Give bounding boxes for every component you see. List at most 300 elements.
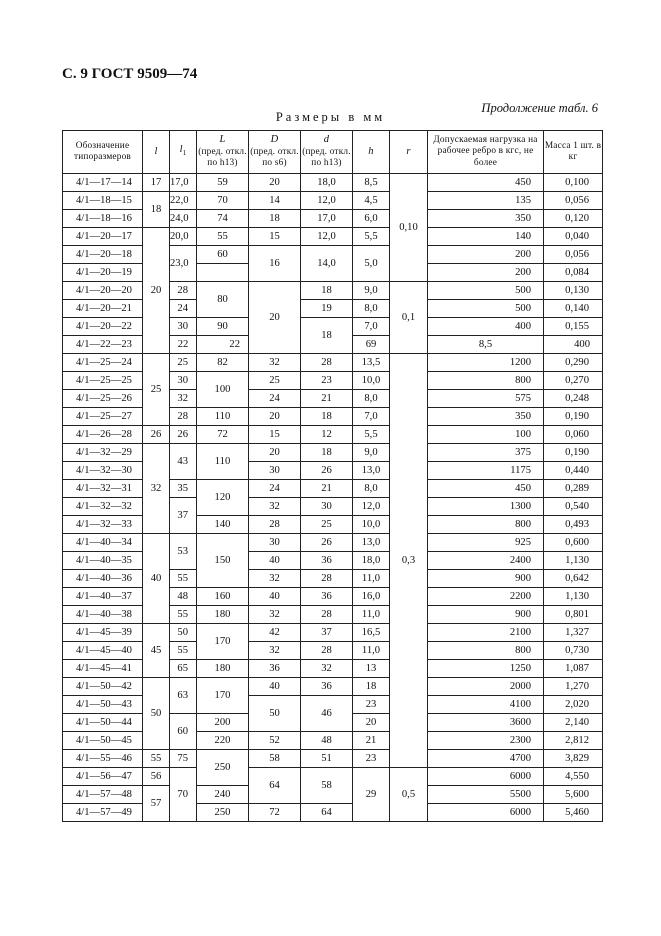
cell-mass: 0,100 [544,174,603,192]
cell-l1: 28 [170,282,197,300]
cell-designation: 4/1—18—15 [63,192,143,210]
cell-l: 20 [143,228,170,354]
cell-load: 1175 [428,462,544,480]
cell-D: 58 [249,750,301,768]
dimensions-table [62,130,603,822]
cell-mass: 0,730 [544,642,603,660]
cell-l1: 24 [170,300,197,318]
cell-designation: 4/1—17—14 [63,174,143,192]
cell-h: 8,5 [353,174,390,192]
cell-designation: 4/1—32—32 [63,498,143,516]
col-header-designation: Обозначение типоразмеров [63,131,143,174]
cell-designation: 4/1—50—43 [63,696,143,714]
cell-load: 6000 [428,768,544,786]
cell-designation: 4/1—18—16 [63,210,143,228]
cell-designation: 4/1—50—45 [63,732,143,750]
cell-D: 32 [249,354,301,372]
cell-h: 16,0 [353,588,390,606]
cell-d: 19 [301,300,353,318]
cell-D: 32 [249,606,301,624]
cell-d: 18 [301,408,353,426]
cell-load: 100 [428,426,544,444]
cell-D: 52 [249,732,301,750]
cell-L: 60 [197,246,249,264]
cell-L: 59 [197,174,249,192]
cell-l1: 20,0 [170,228,197,246]
cell-l: 18 [143,192,170,228]
cell-designation: 4/1—57—49 [63,804,143,822]
cell-L: 140 [197,516,249,534]
cell-l1: 55 [170,642,197,660]
cell-h: 20 [353,714,390,732]
cell-designation: 4/1—40—35 [63,552,143,570]
continuation-label: Продолжение табл. 6 [481,101,598,115]
cell-D: 30 [249,462,301,480]
cell-d: 30 [301,498,353,516]
cell-D: 14 [249,192,301,210]
cell-l: 26 [143,426,170,444]
cell-h: 5,0 [353,246,390,282]
col-header-d: d (пред. откл. по h13) [301,131,353,174]
cell-l1: 22 [197,336,249,354]
cell-d: 28 [301,570,353,588]
cell-mass: 0,642 [544,570,603,588]
cell-designation: 4/1—25—25 [63,372,143,390]
cell-mass: 0,056 [544,246,603,264]
cell-D: 24 [249,390,301,408]
cell-load: 5500 [428,786,544,804]
cell-h: 11,0 [353,606,390,624]
cell-d: 36 [301,678,353,696]
cell-mass: 5,600 [544,786,603,804]
cell-mass: 0,270 [544,372,603,390]
col-header-h: h [353,131,390,174]
cell-l: 56 [143,768,170,786]
cell-l1: 37 [170,498,197,534]
cell-d: 18 [301,444,353,462]
cell-D: 25 [249,372,301,390]
cell-l: 55 [143,750,170,768]
cell-designation: 4/1—20—21 [63,300,143,318]
cell-L: 80 [197,282,249,318]
col-header-r: r [390,131,428,174]
cell-l1: 60 [170,714,197,750]
cell-d: 17,0 [301,210,353,228]
cell-D: 64 [249,768,301,804]
cell-l1: 75 [170,750,197,768]
cell-D: 15 [249,228,301,246]
cell-r: 0,10 [390,174,428,282]
cell-d: 18,0 [301,174,353,192]
cell-l1: 43 [170,444,197,480]
cell-load: 3600 [428,714,544,732]
cell-l1: 23,0 [170,246,197,282]
cell-l1: 50 [170,624,197,642]
cell-mass: 5,460 [544,804,603,822]
table-header-row [63,131,603,174]
cell-designation: 4/1—25—27 [63,408,143,426]
cell-mass: 0,056 [544,192,603,210]
cell-d: 21 [301,480,353,498]
table-row [63,192,603,210]
cell-h: 8,0 [353,300,390,318]
cell-D: 16 [249,246,301,282]
cell-d: 25 [301,516,353,534]
cell-load: 450 [428,480,544,498]
cell-load: 350 [428,408,544,426]
cell-h: 21 [353,732,390,750]
cell-d: 58 [301,768,353,804]
cell-D: 42 [249,624,301,642]
cell-mass: 0,120 [544,210,603,228]
cell-mass: 3,829 [544,750,603,768]
cell-load: 4700 [428,750,544,768]
cell-l: 32 [143,444,170,534]
cell-l1: 28 [170,408,197,426]
cell-D: 15 [249,426,301,444]
cell-l: 40 [143,534,170,624]
cell-designation: 4/1—20—19 [63,264,143,282]
cell-l1: 26 [170,426,197,444]
cell-L: 150 [197,534,249,588]
cell-d: 64 [301,804,353,822]
cell-designation: 4/1—50—42 [63,678,143,696]
cell-L: 70 [197,192,249,210]
cell-D: 18 [249,210,301,228]
cell-L: 240 [197,786,249,804]
cell-designation: 4/1—25—24 [63,354,143,372]
cell-L: 220 [197,732,249,750]
cell-designation: 4/1—20—20 [63,282,143,300]
cell-mass: 1,130 [544,588,603,606]
cell-h: 8,0 [353,480,390,498]
cell-d: 23 [301,372,353,390]
cell-D: 50 [249,696,301,732]
cell-l: 17 [143,174,170,192]
cell-load: 800 [428,372,544,390]
cell-designation: 4/1—32—29 [63,444,143,462]
cell-h: 4,5 [353,192,390,210]
table-row [63,228,603,246]
cell-d: 18 [301,318,353,354]
cell-h: 10,0 [353,516,390,534]
cell-designation: 4/1—40—37 [63,588,143,606]
cell-r: 0,5 [390,768,428,822]
table-row [63,678,603,696]
cell-load: 140 [428,228,544,246]
col-header-l: l [143,131,170,174]
cell-L: 69 [353,336,390,354]
cell-d: 36 [301,588,353,606]
table-row [63,444,603,462]
cell-designation: 4/1—55—46 [63,750,143,768]
cell-mass: 0,248 [544,390,603,408]
cell-L: 180 [197,606,249,624]
cell-L: 180 [197,660,249,678]
cell-designation: 4/1—45—40 [63,642,143,660]
cell-load: 375 [428,444,544,462]
cell-h: 13,5 [353,354,390,372]
cell-mass: 0,190 [544,444,603,462]
cell-h: 18,0 [353,552,390,570]
cell-d: 12 [301,426,353,444]
cell-load: 135 [428,192,544,210]
cell-mass: 0,801 [544,606,603,624]
cell-d: 28 [301,354,353,372]
cell-l: 57 [143,786,170,822]
cell-load: 2400 [428,552,544,570]
cell-d: 32 [301,660,353,678]
cell-mass: 0,289 [544,480,603,498]
cell-d: 37 [301,624,353,642]
cell-mass: 0,040 [544,228,603,246]
cell-designation: 4/1—20—18 [63,246,143,264]
cell-h: 6,0 [353,210,390,228]
cell-h: 16,5 [353,624,390,642]
cell-load: 400 [544,336,603,354]
cell-designation: 4/1—57—48 [63,786,143,804]
cell-D: 20 [249,444,301,462]
cell-h: 12,0 [353,498,390,516]
cell-load: 4100 [428,696,544,714]
cell-load: 900 [428,606,544,624]
cell-l1: 30 [170,372,197,390]
table-row [63,768,603,786]
cell-load: 500 [428,282,544,300]
cell-r: 0,1 [390,282,428,354]
cell-designation: 4/1—26—28 [63,426,143,444]
cell-d: 18 [301,282,353,300]
page-title: С. 9 ГОСТ 9509—74 [62,66,198,82]
cell-h: 10,0 [353,372,390,390]
cell-L: 250 [197,750,249,786]
cell-load: 500 [428,300,544,318]
cell-load: 575 [428,390,544,408]
cell-load: 1200 [428,354,544,372]
cell-mass: 0,084 [544,264,603,282]
cell-h: 23 [353,696,390,714]
cell-L: 250 [197,804,249,822]
cell-D: 36 [249,660,301,678]
cell-mass: 1,087 [544,660,603,678]
cell-l1: 53 [170,534,197,570]
cell-mass: 0,600 [544,534,603,552]
cell-h: 13 [353,660,390,678]
cell-h: 29 [353,768,390,822]
col-header-D: D (пред. откл. по s6) [249,131,301,174]
cell-L: 90 [197,318,249,336]
cell-load: 900 [428,570,544,588]
cell-h: 9,0 [353,282,390,300]
cell-designation: 4/1—32—30 [63,462,143,480]
cell-l: 50 [143,678,170,750]
cell-l1: 48 [170,588,197,606]
cell-D: 32 [249,642,301,660]
cell-load: 800 [428,516,544,534]
cell-D: 30 [249,534,301,552]
cell-L: 200 [197,714,249,732]
cell-load: 200 [428,264,544,282]
cell-load: 350 [428,210,544,228]
cell-designation: 4/1—20—22 [63,318,143,336]
cell-l1: 70 [170,768,197,822]
cell-designation: 4/1—20—17 [63,228,143,246]
cell-mass: 0,130 [544,282,603,300]
cell-L: 110 [197,408,249,426]
cell-load: 6000 [428,804,544,822]
cell-mass: 0,060 [544,426,603,444]
cell-d: 28 [301,642,353,660]
cell-l: 45 [143,624,170,678]
cell-L: 82 [197,354,249,372]
cell-d: 14,0 [301,246,353,282]
cell-h: 18 [353,678,390,696]
cell-D: 20 [249,282,301,354]
cell-mass: 0,140 [544,300,603,318]
cell-d: 26 [301,462,353,480]
col-header-mass: Масса 1 шт. в кг [544,131,603,174]
cell-load: 2000 [428,678,544,696]
cell-designation: 4/1—40—36 [63,570,143,588]
cell-load: 1250 [428,660,544,678]
cell-L: 170 [197,678,249,714]
cell-h: 13,0 [353,534,390,552]
cell-l1: 24,0 [170,210,197,228]
cell-l1: 32 [170,390,197,408]
cell-d: 51 [301,750,353,768]
table-row [63,534,603,552]
table-row [63,624,603,642]
cell-D: 32 [249,570,301,588]
cell-D: 40 [249,678,301,696]
cell-L: 100 [197,372,249,408]
cell-l1: 35 [170,480,197,498]
cell-d: 36 [301,552,353,570]
cell-L: 110 [197,444,249,480]
cell-mass: 0,290 [544,354,603,372]
cell-load: 925 [428,534,544,552]
cell-h: 7,0 [353,408,390,426]
cell-L: 74 [197,210,249,228]
cell-d: 21 [301,390,353,408]
cell-h: 11,0 [353,570,390,588]
cell-D: 20 [249,408,301,426]
cell-L: 72 [197,426,249,444]
cell-l1: 63 [170,678,197,714]
cell-h: 8,5 [428,336,544,354]
table-row [63,174,603,192]
cell-mass: 0,155 [544,318,603,336]
cell-load: 2300 [428,732,544,750]
cell-mass: 1,327 [544,624,603,642]
cell-mass: 1,130 [544,552,603,570]
cell-h: 23 [353,750,390,768]
cell-designation: 4/1—25—26 [63,390,143,408]
cell-d: 12,0 [301,192,353,210]
col-header-l1: $l_1$ [170,131,197,174]
cell-h: 13,0 [353,462,390,480]
cell-L [197,264,249,282]
cell-l1: 25 [170,354,197,372]
cell-designation: 4/1—40—34 [63,534,143,552]
cell-load: 200 [428,246,544,264]
cell-designation: 4/1—40—38 [63,606,143,624]
cell-h: 8,0 [353,390,390,408]
cell-d: 28 [301,606,353,624]
cell-mass: 0,190 [544,408,603,426]
col-header-L: L (пред. откл. по h13) [197,131,249,174]
table-row [63,426,603,444]
cell-h: 7,0 [353,318,390,336]
cell-l1: 17,0 [170,174,197,192]
cell-mass: 2,140 [544,714,603,732]
cell-L: 170 [197,624,249,660]
cell-d: 12,0 [301,228,353,246]
cell-L: 55 [197,228,249,246]
cell-L: 120 [197,480,249,516]
cell-l1: 30 [170,318,197,336]
cell-D: 40 [249,552,301,570]
cell-mass: 0,493 [544,516,603,534]
cell-load: 450 [428,174,544,192]
cell-l: 22 [170,336,197,354]
cell-mass: 2,020 [544,696,603,714]
cell-mass: 4,550 [544,768,603,786]
cell-load: 800 [428,642,544,660]
cell-designation: 4/1—50—44 [63,714,143,732]
cell-D: 24 [249,480,301,498]
cell-D: 32 [249,498,301,516]
cell-mass: 0,540 [544,498,603,516]
col-header-load: Допускаемая нагрузка на рабочее ребро в кгс, не более [428,131,544,174]
cell-D: 28 [249,516,301,534]
cell-designation: 4/1—22—23 [63,336,143,354]
cell-d: 46 [301,696,353,732]
cell-h: 9,0 [353,444,390,462]
cell-mass: 0,440 [544,462,603,480]
cell-D: 72 [249,804,301,822]
cell-designation: 4/1—45—41 [63,660,143,678]
cell-load: 2200 [428,588,544,606]
cell-d: 48 [301,732,353,750]
cell-designation: 4/1—32—31 [63,480,143,498]
cell-h: 11,0 [353,642,390,660]
cell-l1: 22,0 [170,192,197,210]
cell-load: 400 [428,318,544,336]
cell-D: 40 [249,588,301,606]
dimensions-note: Размеры в мм [275,110,386,124]
cell-r: 0,3 [390,354,428,768]
cell-designation: 4/1—56—47 [63,768,143,786]
cell-designation: 4/1—32—33 [63,516,143,534]
cell-l1: 55 [170,606,197,624]
table-row [63,750,603,768]
cell-l: 25 [143,354,170,426]
cell-load: 1300 [428,498,544,516]
cell-L: 160 [197,588,249,606]
cell-d: 26 [301,534,353,552]
cell-load: 2100 [428,624,544,642]
cell-l1: 55 [170,570,197,588]
cell-h: 5,5 [353,228,390,246]
cell-designation: 4/1—45—39 [63,624,143,642]
table-row [63,354,603,372]
cell-mass: 1,270 [544,678,603,696]
cell-h: 5,5 [353,426,390,444]
cell-D: 20 [249,174,301,192]
cell-l1: 65 [170,660,197,678]
cell-mass: 2,812 [544,732,603,750]
